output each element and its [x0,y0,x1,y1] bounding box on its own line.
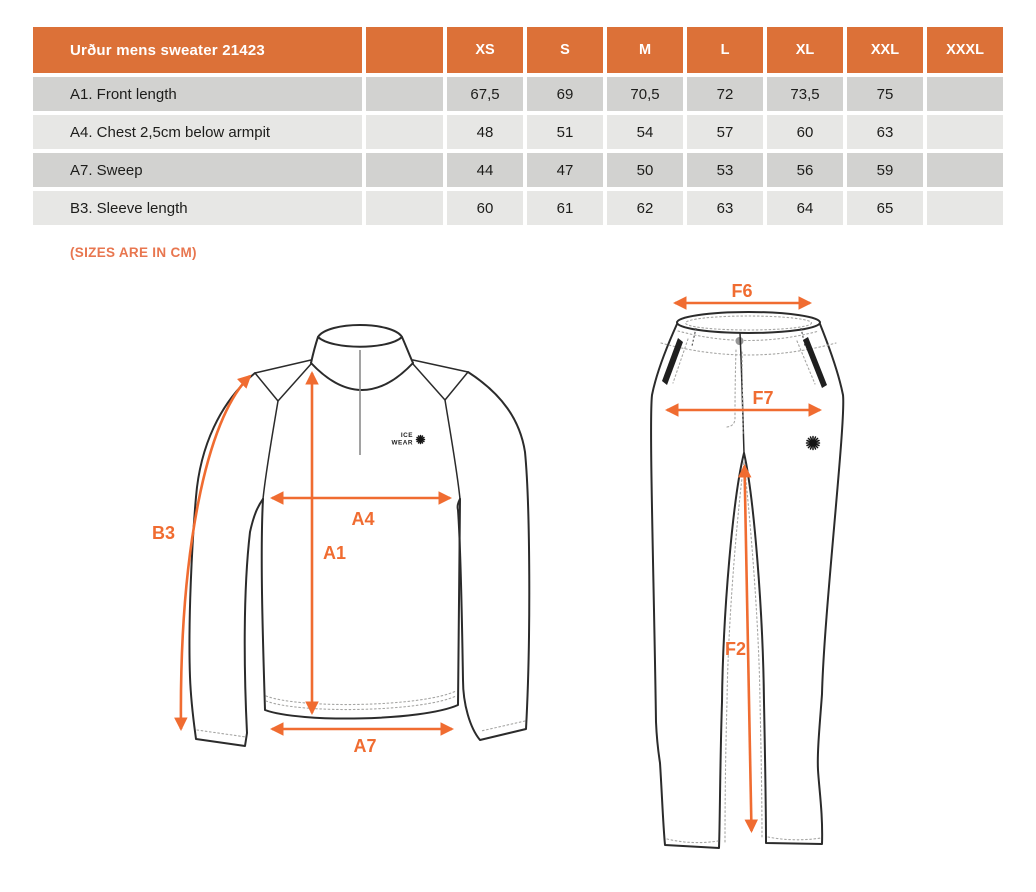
icewear-logo [391,432,424,447]
snowflake-burst-icon [417,436,425,444]
table-value [927,115,1003,149]
size-header-l: L [687,27,763,73]
table-value: 51 [527,115,603,149]
center-front-seam [740,333,744,453]
snowflake-burst-icon [807,437,820,450]
table-value: 72 [687,77,763,111]
waist-stitch [686,316,812,330]
left-shoulder-seam [255,360,311,401]
table-value: 70,5 [607,77,683,111]
table-value [927,153,1003,187]
pants-diagram [630,282,880,874]
table-value: 48 [447,115,523,149]
a7-label: A7 [353,736,377,756]
table-value: 50 [607,153,683,187]
sweater-diagram [150,292,570,764]
size-header-xs: XS [447,27,523,73]
table-value: 64 [767,191,843,225]
size-header-m: M [607,27,683,73]
f7-label: F7 [752,388,774,408]
table-value: 63 [847,115,923,149]
table-value: 65 [847,191,923,225]
b3-label: B3 [152,523,176,543]
pants-measurements [667,281,820,831]
a4-label: A4 [351,509,375,529]
b3-arrow [181,376,250,729]
left-pocket [662,338,683,385]
row-label: A7. Sweep [33,153,362,187]
table-title: Urður mens sweater 21423 [33,27,362,73]
a1-label: A1 [323,543,347,563]
row-spacer-cell [366,77,443,111]
f2-label: F2 [724,639,746,659]
neckline-seam [311,363,413,390]
table-value: 56 [767,153,843,187]
size-header-xl: XL [767,27,843,73]
collar-top [318,325,402,347]
table-value: 67,5 [447,77,523,111]
size-header-xxxl: XXXL [927,27,1003,73]
table-value: 60 [767,115,843,149]
sweater-measurements [152,373,452,756]
table-value: 69 [527,77,603,111]
table-value: 63 [687,191,763,225]
size-table [33,27,1003,225]
units-note: (SIZES ARE IN CM) [70,245,197,260]
table-value: 54 [607,115,683,149]
table-value: 53 [687,153,763,187]
table-value: 60 [447,191,523,225]
f6-label: F6 [731,281,753,301]
left-raglan-seam [263,401,278,499]
right-pocket [803,337,827,388]
left-sleeve [189,373,263,746]
right-sleeve [458,372,530,740]
body-outline [262,499,460,719]
table-value: 73,5 [767,77,843,111]
table-value: 59 [847,153,923,187]
table-value: 47 [527,153,603,187]
hem-stitch [266,691,456,710]
right-shoulder-seam [413,360,468,400]
table-value [927,77,1003,111]
header-spacer-cell [366,27,443,73]
row-label: B3. Sleeve length [33,191,362,225]
logo-text-bottom: WEAR [391,439,413,447]
leg-hem-stitch [667,837,821,843]
logo-text-top: ICE [400,432,413,439]
collar-right-edge [402,337,413,363]
table-value: 44 [447,153,523,187]
table-value [927,191,1003,225]
size-header-s: S [527,27,603,73]
table-value: 57 [687,115,763,149]
collar-left-edge [311,337,318,363]
table-value: 61 [527,191,603,225]
row-spacer-cell [366,153,443,187]
row-label: A1. Front length [33,77,362,111]
table-value: 62 [607,191,683,225]
row-spacer-cell [366,115,443,149]
size-header-xxl: XXL [847,27,923,73]
row-spacer-cell [366,191,443,225]
row-label: A4. Chest 2,5cm below armpit [33,115,362,149]
table-value: 75 [847,77,923,111]
pocket-stitch [673,339,815,384]
right-raglan-seam [445,400,460,499]
